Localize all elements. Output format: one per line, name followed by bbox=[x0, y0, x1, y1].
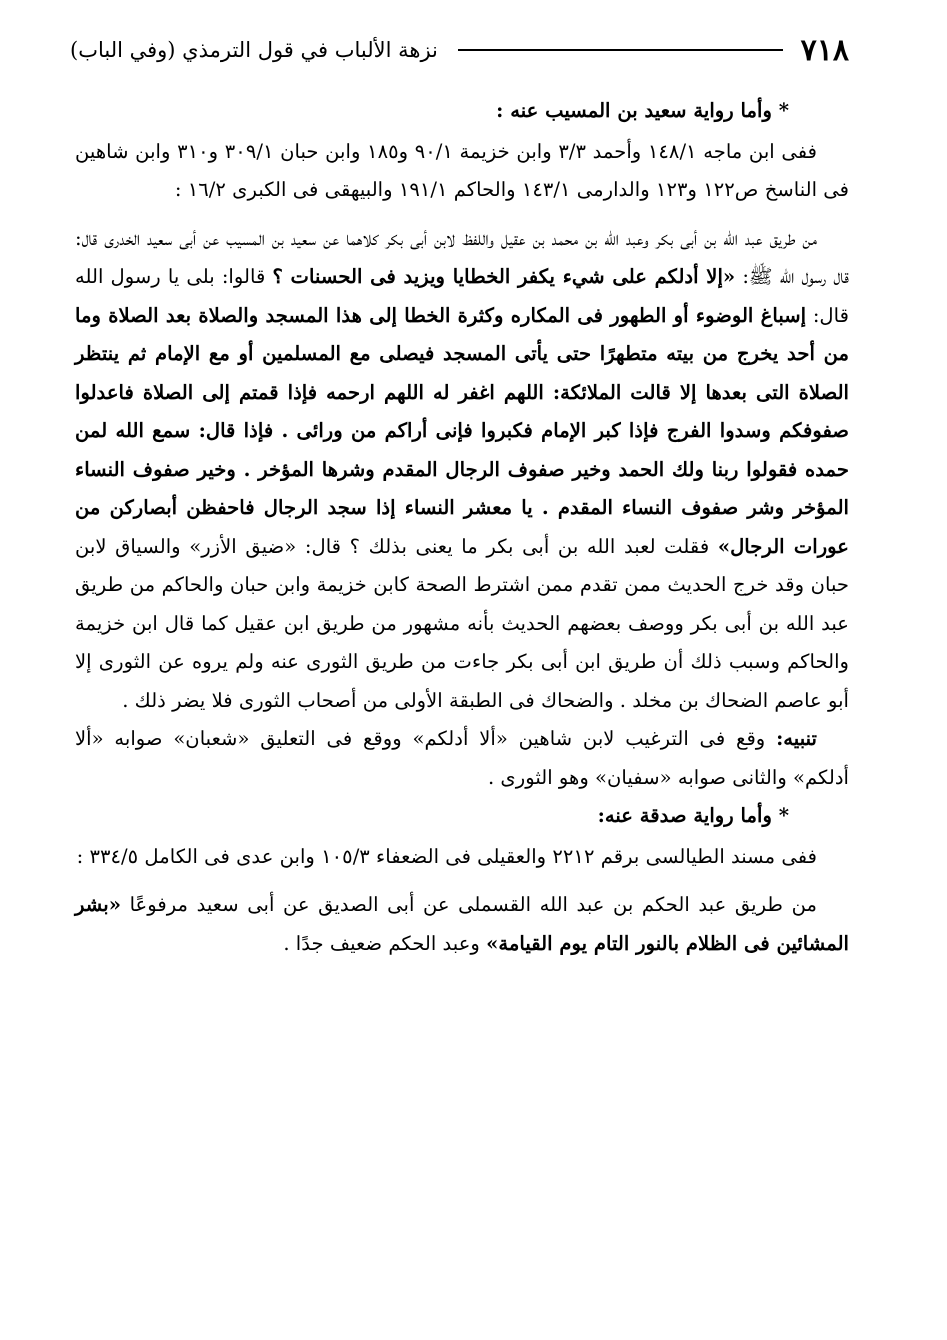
paragraph-sources-1: ففى ابن ماجه ١٤٨/١ وأحمد ٣/٣ وابن خزيمة ٩٠/١ و١٨٥ وابن حبان ٣٠٩/١ و٣١٠ وابن شاهين فى الناسخ ص١٢٢ و١٢٣ والدارمى ١٤٣/١ والحاكم ١٩١/١ والبيهقى فى الكبرى ١٦/٢ : bbox=[75, 139, 849, 201]
hadith-text-1: «إلا أدلكم على شيء يكفر الخطايا ويزيد فى الحسنات ؟ bbox=[272, 265, 736, 288]
header-rule bbox=[458, 49, 783, 51]
paragraph-note bbox=[75, 720, 849, 797]
page-body bbox=[75, 92, 849, 963]
hadith2-text: «بشر المشائين فى الظلام بالنور التام يوم القيامة» bbox=[75, 893, 849, 955]
note-label: تنبيه: bbox=[776, 727, 817, 750]
paragraph-hadith-1 bbox=[75, 220, 849, 721]
section-heading-sadaqa: * وأما رواية صدقة عنه: bbox=[597, 804, 789, 827]
hadith-intro: من طريق عبد الله بن أبى بكر وعبد الله بن محمد بن عقيل واللفظ لابن أبى بكر كلاهما عن سعيد بن المسيب عن أبى سعيد الخدرى قال: قال رسول الله ﷺ: bbox=[75, 226, 849, 288]
section-heading-saeed: * وأما رواية سعيد بن المسيب عنه : bbox=[496, 99, 789, 122]
hadith-text-2: إسباغ الوضوء أو الطهور فى المكاره وكثرة الخطا إلى هذا المسجد والصلاة بعد الصلاة وما من أحد يخرج من بيته متطهرًا حتى يأتى المسجد فيصلى مع المسلمين أو مع الإمام ثم ينتظر الصلاة التى بعدها إلا قالت الملائكة: اللهم اغفر له اللهم ارحمه فإذا قمتم إلى الصلاة فاعدلوا صفوفكم وسدوا الفرج فإذا كبر الإمام فكبروا فإنى أراكم من ورائى . فإذا قال: سمع الله لمن حمده فقولوا ربنا ولك الحمد وخير صفوف الرجال المقدم وشرها المؤخر . وخير صفوف النساء المؤخر وشر صفوف النساء المقدم . يا معشر النساء إذا سجد الرجال فاحفظن أبصاركن من عورات الرجال» bbox=[75, 303, 849, 558]
page-number: ٧١٨ bbox=[800, 32, 849, 68]
running-title: نزهة الألباب في قول الترمذي (وفي الباب) bbox=[70, 38, 438, 62]
paragraph-sources-2: ففى مسند الطيالسى برقم ٢٢١٢ والعقيلى فى الضعفاء ١٠٥/٣ وابن عدى فى الكامل ٣٣٤/٥ : bbox=[76, 844, 817, 868]
paragraph-hadith-2 bbox=[75, 886, 849, 963]
page-header bbox=[70, 30, 849, 70]
hadith2-intro: من طريق عبد الحكم بن عبد الله القسملى عن أبى الصديق عن أبى سعيد مرفوعًا bbox=[129, 893, 817, 916]
hadith2-commentary: وعبد الحكم ضعيف جدًا . bbox=[283, 931, 480, 955]
hadith-commentary: فقلت لعبد الله بن أبى بكر ما يعنى بذلك ؟ قال: «ضيق الأزر» والسياق لابن حبان وقد خرج الحديث ممن تقدم ممن اشترط الصحة كابن خزيمة وابن حبان والحاكم من طريق عبد الله بن أبى بكر ووصف بعضهم الحديث بأنه مشهور من طريق ابن عقيل كما قال ابن خزيمة والحاكم وسبب ذلك أن طريق ابن أبى بكر جاءت من طريق الثورى عنه ولم يروه عن الثورى إلا أبو عاصم الضحاك بن مخلد . والضحاك فى الطبقة الأولى من أصحاب الثورى فلا يضر ذلك . bbox=[75, 534, 849, 712]
note-text: وقع فى الترغيب لابن شاهين «ألا أدلكم» ووقع فى التعليق «شعبان» صوابه «ألا أدلكم» والثانى صوابه «سفيان» وهو الثورى . bbox=[75, 727, 849, 789]
hadith-reply: قالوا: بلى يا رسول الله قال: bbox=[75, 265, 849, 327]
